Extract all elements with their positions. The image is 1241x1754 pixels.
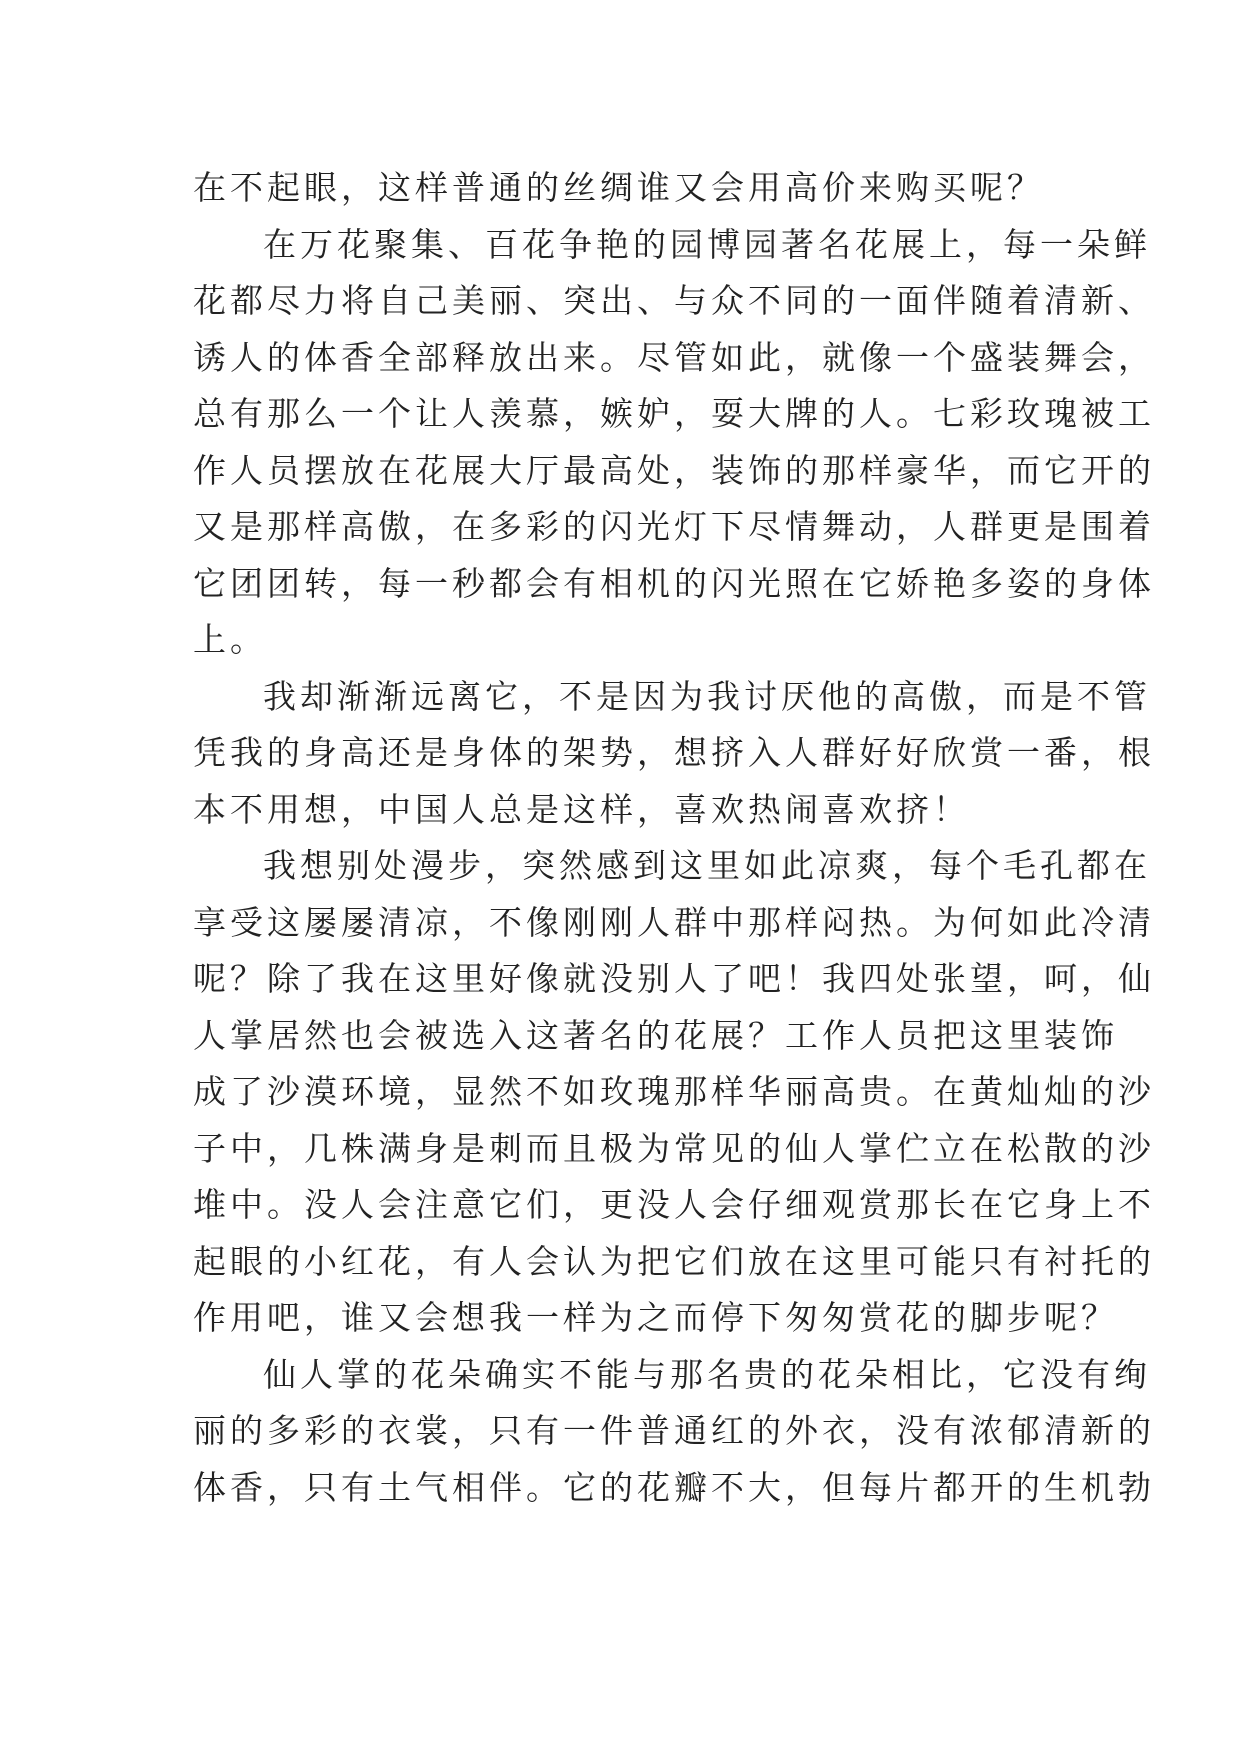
text-line: 本不用想，中国人总是这样，喜欢热闹喜欢挤！ bbox=[193, 789, 970, 829]
text-line: 凭我的身高还是身体的架势，想挤入人群好好欣赏一番，根 bbox=[193, 733, 1155, 772]
text-line: 起眼的小红花，有人会认为把它们放在这里可能只有衬托的 bbox=[193, 1241, 1155, 1281]
text-line: 上。 bbox=[193, 620, 267, 659]
text-line: 作人员摆放在花展大厅最高处，装饰的那样豪华，而它开的 bbox=[193, 450, 1155, 490]
text-line: 总有那么一个让人羡慕，嫉妒，耍大牌的人。七彩玫瑰被工 bbox=[193, 394, 1155, 433]
text-line: 花都尽力将自己美丽、突出、与众不同的一面伴随着清新、 bbox=[193, 281, 1155, 320]
text-line: 作用吧，谁又会想我一样为之而停下匆匆赏花的脚步呢？ bbox=[193, 1298, 1118, 1337]
text-line: 仙人掌的花朵确实不能与那名贵的花朵相比，它没有绚 bbox=[263, 1354, 1151, 1394]
text-line: 子中，几株满身是刺而且极为常见的仙人掌伫立在松散的沙 bbox=[193, 1128, 1155, 1168]
text-line: 丽的多彩的衣裳，只有一件普通红的外衣，没有浓郁清新的 bbox=[193, 1411, 1155, 1450]
text-line: 在万花聚集、百花争艳的园博园著名花展上，每一朵鲜 bbox=[263, 224, 1151, 264]
text-line: 体香，只有土气相伴。它的花瓣不大，但每片都开的生机勃 bbox=[193, 1467, 1155, 1507]
text-line: 呢？除了我在这里好像就没别人了吧！我四处张望，呵，仙 bbox=[193, 959, 1155, 998]
text-line: 成了沙漠环境，显然不如玫瑰那样华丽高贵。在黄灿灿的沙 bbox=[193, 1072, 1155, 1111]
text-line: 诱人的体香全部释放出来。尽管如此，就像一个盛装舞会， bbox=[193, 337, 1155, 377]
text-line: 在不起眼，这样普通的丝绸谁又会用高价来购买呢？ bbox=[193, 168, 1044, 207]
text-line: 堆中。没人会注意它们，更没人会仔细观赏那长在它身上不 bbox=[193, 1185, 1155, 1224]
text-line: 我却渐渐远离它，不是因为我讨厌他的高傲，而是不管 bbox=[263, 676, 1151, 716]
text-line: 它团团转，每一秒都会有相机的闪光照在它娇艳多姿的身体 bbox=[193, 563, 1155, 603]
text-line: 享受这屡屡清凉，不像刚刚人群中那样闷热。为何如此冷清 bbox=[193, 902, 1155, 942]
text-line: 又是那样高傲，在多彩的闪光灯下尽情舞动，人群更是围着 bbox=[193, 507, 1155, 546]
body-text bbox=[193, 160, 1155, 1516]
text-line: 我想别处漫步，突然感到这里如此凉爽，每个毛孔都在 bbox=[263, 846, 1151, 885]
text-line: 人掌居然也会被选入这著名的花展？工作人员把这里装饰 bbox=[193, 1015, 1118, 1055]
